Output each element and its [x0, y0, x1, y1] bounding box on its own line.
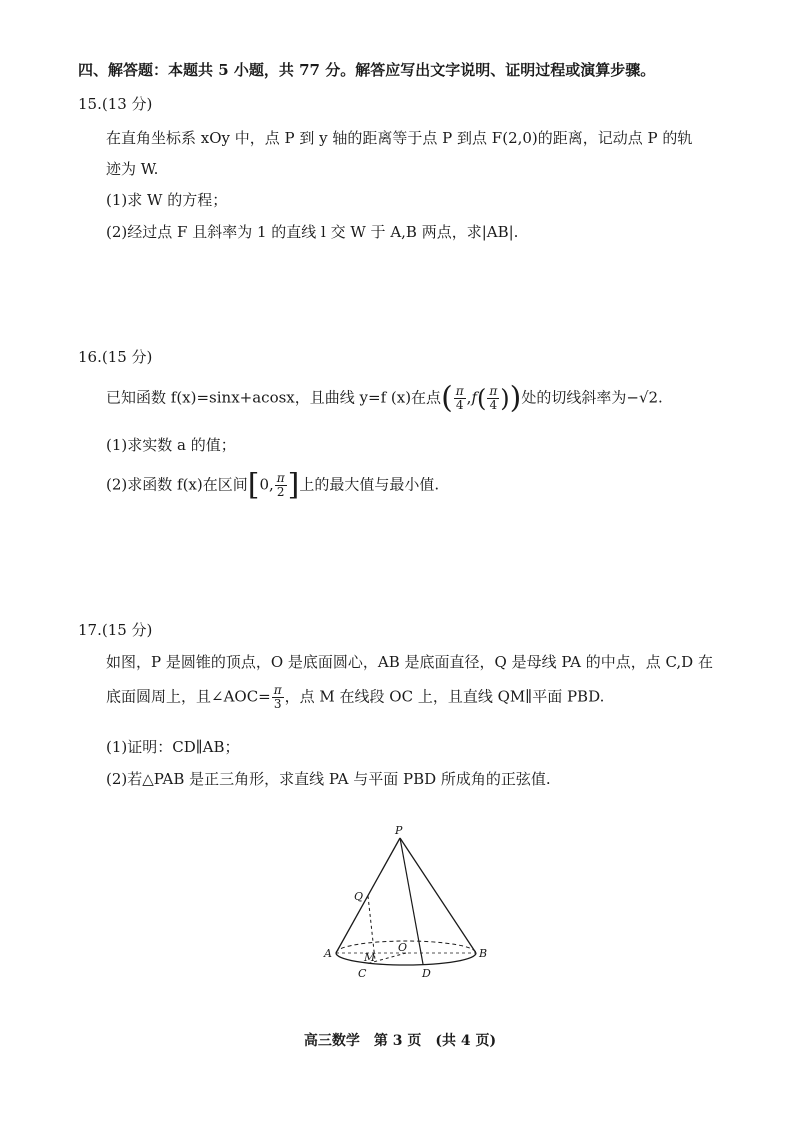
label-Q: Q [354, 890, 364, 903]
label-C: C [358, 967, 367, 980]
q16-slope: −√2. [626, 388, 663, 407]
q17-number: 17.(15 分) [78, 621, 153, 639]
base-front-arc [336, 953, 476, 965]
q16-stem-a: 已知函数 f(x)=sinx+acosx，且曲线 y=f (x)在点 [106, 388, 442, 407]
q16-number: 16.(15 分) [78, 348, 153, 366]
label-B: B [479, 947, 488, 960]
q15-stem-line2: 迹为 W. [106, 160, 159, 178]
q16-part1: (1)求实数 a 的值； [106, 436, 236, 454]
section-header: 四、解答题：本题共 5 小题，共 77 分。解答应写出文字说明、证明过程或演算步骤。 [78, 61, 656, 79]
q17-part2: (2)若△PAB 是正三角形，求直线 PA 与平面 PBD 所成角的正弦值. [106, 770, 551, 788]
q15-stem-line1: 在直角坐标系 xOy 中，点 P 到 y 轴的距离等于点 P 到点 F(2,0)的距离，记动点 P 的轨 [106, 129, 693, 147]
label-O: O [398, 941, 408, 954]
edge-PA [336, 838, 400, 953]
page-footer: 高三数学 第 3 页 (共 4 页) [303, 1033, 497, 1049]
q15-part2: (2)经过点 F 且斜率为 1 的直线 l 交 W 于 A,B 两点，求|AB|. [106, 223, 519, 241]
label-P: P [395, 824, 403, 837]
q16-stem-b: 处的切线斜率为 [521, 388, 627, 407]
label-D: D [422, 967, 431, 980]
label-A: A [324, 947, 332, 960]
q17-stem-line2: 底面圆周上，且∠AOC= $\frac{\pi}{3}$ ，点 M 在线段 OC 上，且直线 QM∥平面 PBD. [106, 683, 605, 711]
q17-stem-line1: 如图，P 是圆锥的顶点，O 是底面圆心，AB 是底面直径，Q 是母线 PA 的中点，点 C,D 在 [106, 653, 713, 671]
q16-part2: (2)求函数 f(x)在区间[0, $\frac{\pi}{2}$ ]上的最大值与最小值. [106, 467, 440, 503]
q17-part1: (1)证明：CD∥AB； [106, 738, 240, 756]
q15-part1: (1)求 W 的方程； [106, 191, 228, 209]
label-M: M [364, 951, 376, 964]
edge-PB [400, 838, 476, 953]
q16-stem: 已知函数 f(x)=sinx+acosx，且曲线 y=f (x)在点( $\frac{\pi}{4}$ ,f( $\frac{\pi}{4}$ ))处的切线斜率为−√2. [106, 380, 663, 416]
q15-number: 15.(13 分) [78, 95, 153, 113]
cone-figure [318, 820, 498, 990]
